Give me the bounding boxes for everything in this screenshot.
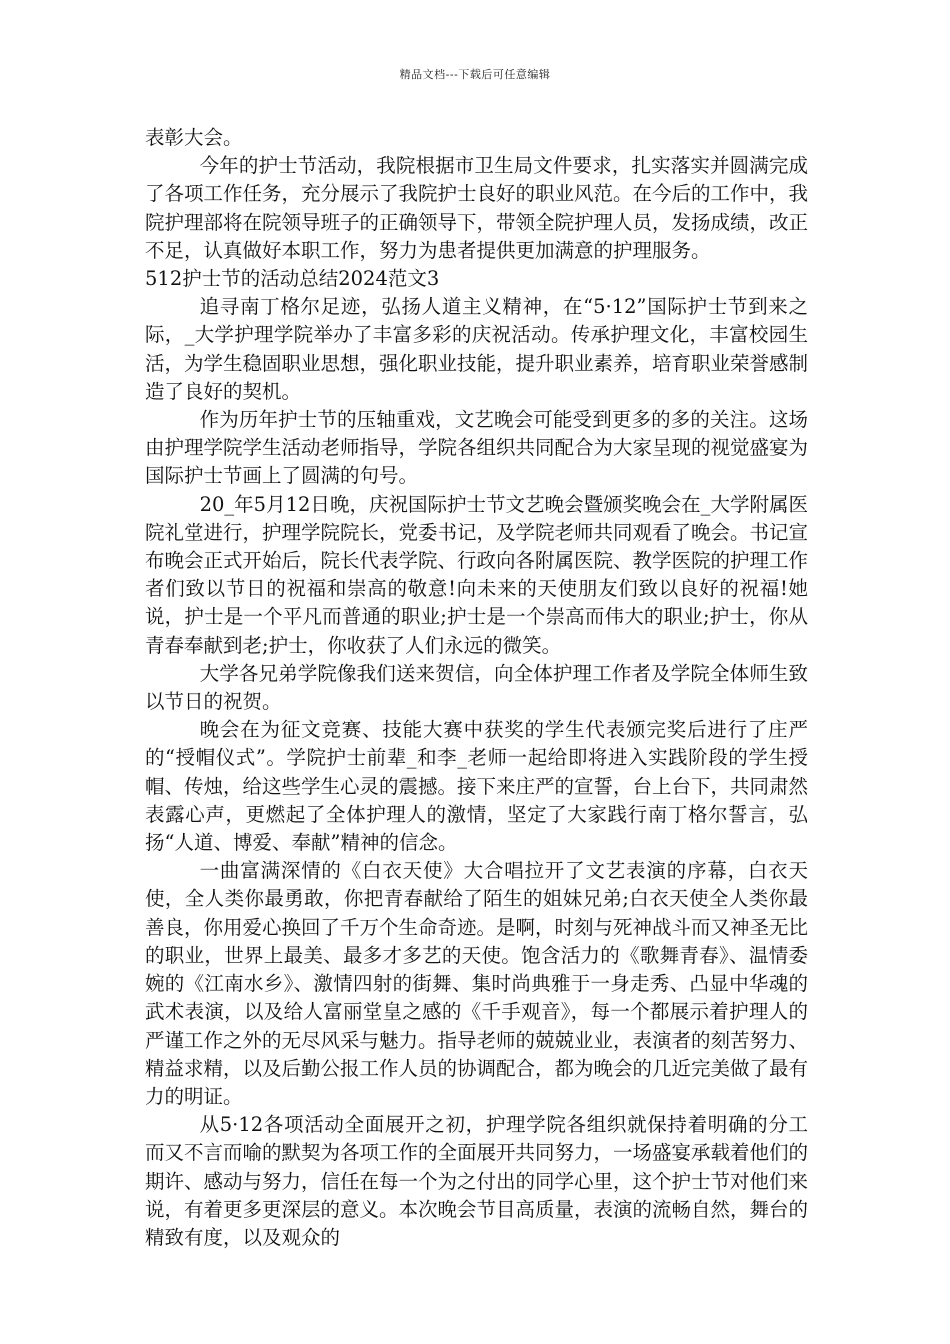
paragraph: 晚会在为征文竞赛、技能大赛中获奖的学生代表颁完奖后进行了庄严的“授帽仪式”。学院护士前辈_和李_老师一起给即将进入实践阶段的学生授帽、传烛，给这些学生心灵的震撼。接下来庄严的宣誓，台上台下，共同肃然表露心声，更燃起了全体护理人的激情，坚定了大家践行南丁格尔誓言，弘扬“人道、博爱、奉献”精神的信念。 [145, 718, 809, 855]
paragraph: 表彰大会。 [145, 126, 243, 149]
paragraph: 从5·12各项活动全面展开之初，护理学院各组织就保持着明确的分工而又不言而喻的默契为各项工作的全面展开共同努力，一场盛宴承载着他们的期许、感动与努力，信任在每一个为之付出的同学心里，这个护士节对他们来说，有着更多更深层的意义。本次晚会节目高质量，表演的流畅自然，舞台的精致有度，以及观众的 [145, 1113, 809, 1249]
page-header: 精品文档---下载后可任意编辑 [399, 68, 551, 81]
paragraph: 追寻南丁格尔足迹，弘扬人道主义精神，在“5·12”国际护士节到来之际，_大学护理学院举办了丰富多彩的庆祝活动。传承护理文化，丰富校园生活，为学生稳固职业思想，强化职业技能，提升职业素养，培育职业荣誉感制造了良好的契机。 [145, 295, 809, 403]
document-body [145, 124, 808, 1252]
paragraph: 作为历年护士节的压轴重戏，文艺晚会可能受到更多的多的关注。这场由护理学院学生活动老师指导，学院各组织共同配合为大家呈现的视觉盛宴为国际护士节画上了圆满的句号。 [145, 408, 809, 488]
paragraph: 20_年5月12日晚，庆祝国际护士节文艺晚会暨颁奖晚会在_大学附属医院礼堂进行，护理学院院长，党委书记，及学院老师共同观看了晚会。书记宣布晚会正式开始后，院长代表学院、行政向各附属医院、教学医院的护理工作者们致以节日的祝福和崇高的敬意!向未来的天使朋友们致以良好的祝福!她说，护士是一个平凡而普通的职业;护士是一个崇高而伟大的职业;护士，你从青春奉献到老;护士，你收获了人们永远的微笑。 [145, 492, 809, 657]
paragraph: 一曲富满深情的《白衣天使》大合唱拉开了文艺表演的序幕，白衣天使，全人类你最勇敢，你把青春献给了陌生的姐妹兄弟;白衣天使全人类你最善良，你用爱心换回了千万个生命奇迹。是啊，时刻与死神战斗而又神圣无比的职业，世界上最美、最多才多艺的天使。饱含活力的《歌舞青春》、温情委婉的《江南水乡》、激情四射的街舞、集时尚典雅于一身走秀、凸显中华魂的武术表演，以及给人富丽堂皇之感的《千手观音》，每一个都展示着护理人的严谨工作之外的无尽风采与魅力。指导老师的兢兢业业，表演者的刻苦努力、精益求精，以及后勤公报工作人员的协调配合，都为晚会的几近完美做了最有力的明证。 [145, 859, 809, 1108]
section-heading: 512护士节的活动总结2024范文3 [145, 267, 440, 291]
paragraph: 今年的护士节活动，我院根据市卫生局文件要求，扎实落实并圆满完成了各项工作任务，充分展示了我院护士良好的职业风范。在今后的工作中，我院护理部将在院领导班子的正确领导下，带领全院护理人员，发扬成绩，改正不足，认真做好本职工作，努力为患者提供更加满意的护理服务。 [145, 154, 809, 262]
paragraph: 大学各兄弟学院像我们送来贺信，向全体护理工作者及学院全体师生致以节日的祝贺。 [145, 661, 808, 714]
